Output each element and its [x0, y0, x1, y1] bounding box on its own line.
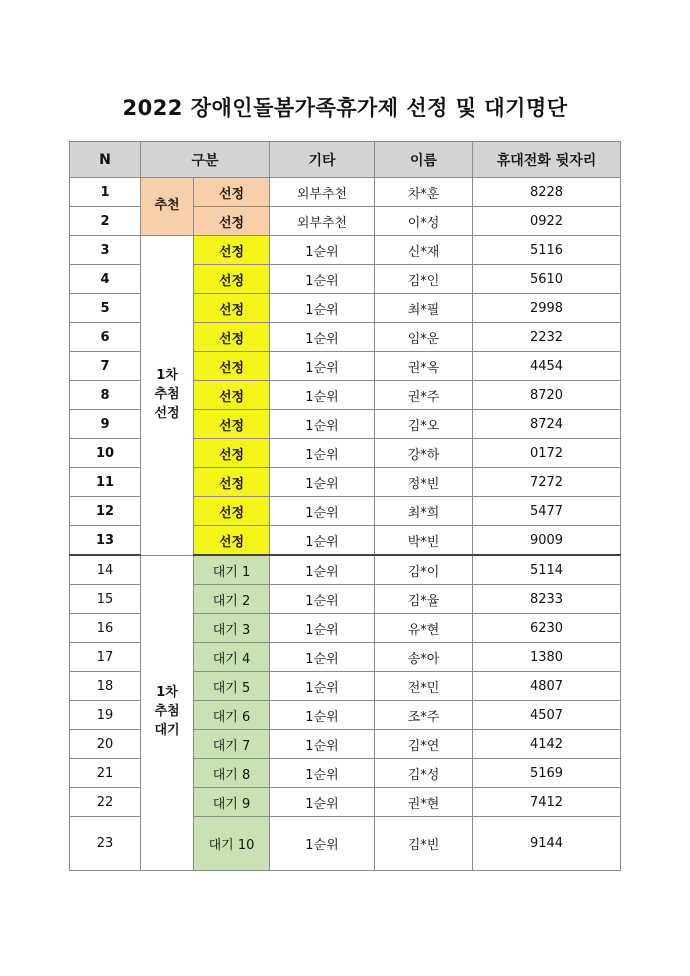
group-lottery-selected: 1차 추첨 선정: [141, 236, 194, 556]
note-cell: 외부추천: [270, 207, 375, 236]
status-cell: 선정: [194, 526, 270, 556]
name-cell: 김*인: [375, 265, 473, 294]
name-cell: 유*현: [375, 614, 473, 643]
name-cell: 권*주: [375, 381, 473, 410]
phone-cell: 4142: [473, 730, 621, 759]
header-category: 구분: [141, 142, 270, 178]
header-n: N: [70, 142, 141, 178]
phone-cell: 8228: [473, 178, 621, 207]
status-cell: 선정: [194, 323, 270, 352]
phone-cell: 7272: [473, 468, 621, 497]
status-cell: 선정: [194, 352, 270, 381]
phone-cell: 5116: [473, 236, 621, 265]
name-cell: 김*오: [375, 410, 473, 439]
document-title: 2022 장애인돌봄가족휴가제 선정 및 대기명단: [122, 96, 568, 120]
phone-cell: 1380: [473, 643, 621, 672]
row-number: 9: [70, 410, 141, 439]
status-cell: 선정: [194, 178, 270, 207]
note-cell: 1순위: [270, 294, 375, 323]
phone-cell: 4454: [473, 352, 621, 381]
header-name: 이름: [375, 142, 473, 178]
note-cell: 1순위: [270, 352, 375, 381]
status-cell: 선정: [194, 207, 270, 236]
phone-cell: 4507: [473, 701, 621, 730]
status-cell: 대기 6: [194, 701, 270, 730]
name-cell: 정*빈: [375, 468, 473, 497]
phone-cell: 4807: [473, 672, 621, 701]
status-cell: 선정: [194, 381, 270, 410]
name-cell: 신*재: [375, 236, 473, 265]
row-number: 4: [70, 265, 141, 294]
phone-cell: 2232: [473, 323, 621, 352]
row-number: 23: [70, 817, 141, 871]
note-cell: 1순위: [270, 701, 375, 730]
phone-cell: 7412: [473, 788, 621, 817]
table-header-row: [70, 142, 621, 178]
status-cell: 대기 2: [194, 585, 270, 614]
row-number: 17: [70, 643, 141, 672]
name-cell: 조*주: [375, 701, 473, 730]
name-cell: 최*필: [375, 294, 473, 323]
row-number: 21: [70, 759, 141, 788]
status-cell: 대기 10: [194, 817, 270, 871]
row-number: 5: [70, 294, 141, 323]
status-cell: 선정: [194, 468, 270, 497]
note-cell: 1순위: [270, 614, 375, 643]
name-cell: 전*민: [375, 672, 473, 701]
name-cell: 김*율: [375, 585, 473, 614]
row-number: 6: [70, 323, 141, 352]
row-number: 2: [70, 207, 141, 236]
table-body: [70, 178, 621, 871]
status-cell: 선정: [194, 265, 270, 294]
note-cell: 1순위: [270, 817, 375, 871]
row-number: 16: [70, 614, 141, 643]
status-cell: 대기 7: [194, 730, 270, 759]
phone-cell: 8724: [473, 410, 621, 439]
status-cell: 대기 1: [194, 555, 270, 585]
name-cell: 최*희: [375, 497, 473, 526]
row-number: 19: [70, 701, 141, 730]
status-cell: 대기 5: [194, 672, 270, 701]
note-cell: 1순위: [270, 236, 375, 265]
status-cell: 선정: [194, 410, 270, 439]
status-cell: 대기 3: [194, 614, 270, 643]
row-number: 13: [70, 526, 141, 556]
selection-table: [69, 141, 621, 871]
note-cell: 1순위: [270, 555, 375, 585]
phone-cell: 0172: [473, 439, 621, 468]
name-cell: 송*아: [375, 643, 473, 672]
name-cell: 권*옥: [375, 352, 473, 381]
name-cell: 임*운: [375, 323, 473, 352]
note-cell: 1순위: [270, 410, 375, 439]
name-cell: 김*빈: [375, 817, 473, 871]
row-number: 1: [70, 178, 141, 207]
status-cell: 선정: [194, 236, 270, 265]
note-cell: 1순위: [270, 730, 375, 759]
row-number: 15: [70, 585, 141, 614]
name-cell: 박*빈: [375, 526, 473, 556]
row-number: 22: [70, 788, 141, 817]
name-cell: 이*성: [375, 207, 473, 236]
name-cell: 강*하: [375, 439, 473, 468]
phone-cell: 8233: [473, 585, 621, 614]
phone-cell: 8720: [473, 381, 621, 410]
note-cell: 1순위: [270, 323, 375, 352]
row-number: 11: [70, 468, 141, 497]
row-number: 20: [70, 730, 141, 759]
note-cell: 1순위: [270, 381, 375, 410]
note-cell: 1순위: [270, 643, 375, 672]
row-number: 8: [70, 381, 141, 410]
note-cell: 1순위: [270, 759, 375, 788]
note-cell: 1순위: [270, 439, 375, 468]
row-number: 18: [70, 672, 141, 701]
status-cell: 선정: [194, 439, 270, 468]
phone-cell: 5114: [473, 555, 621, 585]
group-lottery-waiting: 1차 추첨 대기: [141, 555, 194, 871]
note-cell: 1순위: [270, 497, 375, 526]
row-number: 14: [70, 555, 141, 585]
note-cell: 1순위: [270, 265, 375, 294]
name-cell: 차*훈: [375, 178, 473, 207]
header-phone: 휴대전화 뒷자리: [473, 142, 621, 178]
phone-cell: 5477: [473, 497, 621, 526]
table-row: [70, 555, 621, 585]
note-cell: 외부추천: [270, 178, 375, 207]
status-cell: 대기 4: [194, 643, 270, 672]
row-number: 3: [70, 236, 141, 265]
name-cell: 김*성: [375, 759, 473, 788]
name-cell: 김*연: [375, 730, 473, 759]
name-cell: 권*현: [375, 788, 473, 817]
phone-cell: 0922: [473, 207, 621, 236]
note-cell: 1순위: [270, 585, 375, 614]
header-note: 기타: [270, 142, 375, 178]
row-number: 7: [70, 352, 141, 381]
phone-cell: 9009: [473, 526, 621, 556]
table-row: [70, 236, 621, 265]
phone-cell: 6230: [473, 614, 621, 643]
note-cell: 1순위: [270, 526, 375, 556]
name-cell: 김*이: [375, 555, 473, 585]
row-number: 12: [70, 497, 141, 526]
phone-cell: 2998: [473, 294, 621, 323]
status-cell: 선정: [194, 294, 270, 323]
group-recommend: 추천: [141, 178, 194, 236]
status-cell: 선정: [194, 497, 270, 526]
row-number: 10: [70, 439, 141, 468]
note-cell: 1순위: [270, 468, 375, 497]
status-cell: 대기 8: [194, 759, 270, 788]
status-cell: 대기 9: [194, 788, 270, 817]
phone-cell: 5610: [473, 265, 621, 294]
note-cell: 1순위: [270, 672, 375, 701]
phone-cell: 5169: [473, 759, 621, 788]
table-row: [70, 178, 621, 207]
note-cell: 1순위: [270, 788, 375, 817]
phone-cell: 9144: [473, 817, 621, 871]
